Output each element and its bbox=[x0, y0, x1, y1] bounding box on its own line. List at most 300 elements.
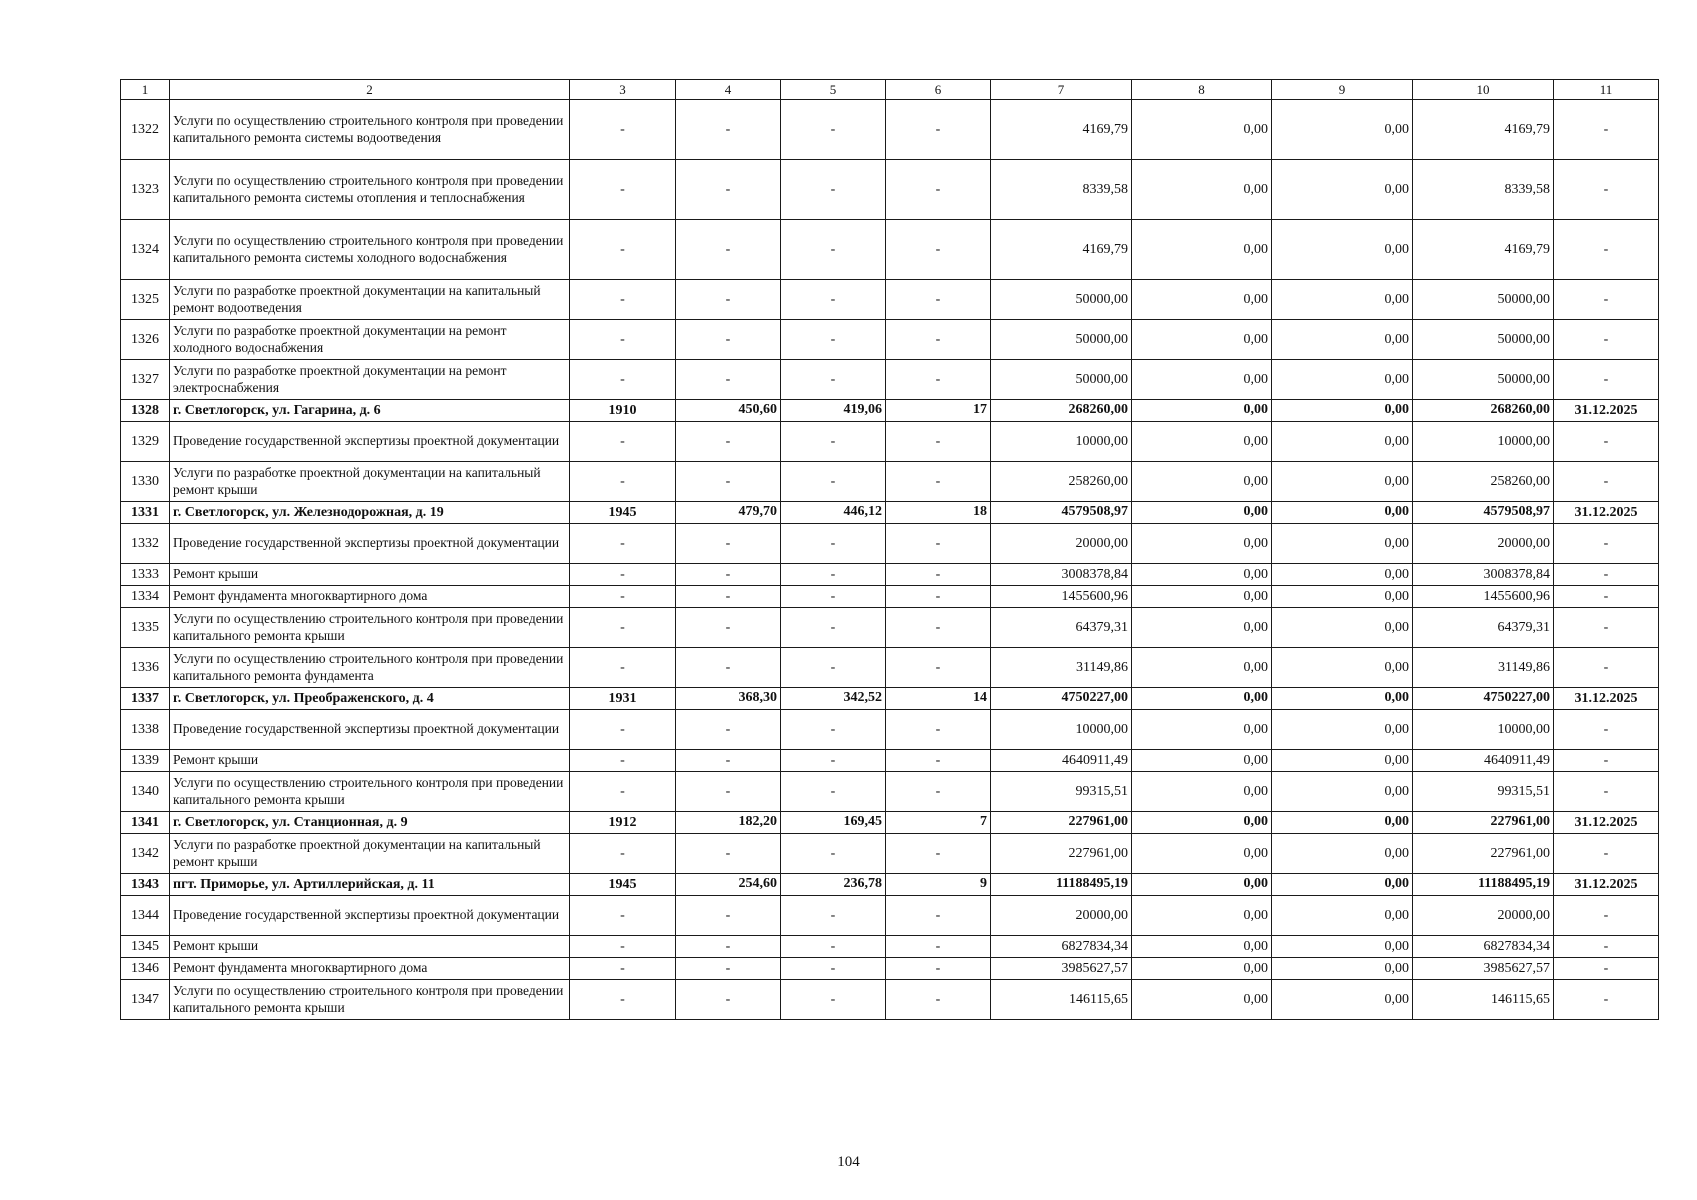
deadline-cell: - bbox=[1554, 958, 1659, 980]
fund-cell: 0,00 bbox=[1132, 874, 1272, 896]
residents-cell: - bbox=[886, 564, 991, 586]
owners-funds-cell: 4579508,97 bbox=[1413, 502, 1554, 524]
address-row bbox=[121, 502, 1659, 524]
fund-cell: 0,00 bbox=[1132, 608, 1272, 648]
year-cell: 1945 bbox=[570, 874, 676, 896]
budget-cell: 0,00 bbox=[1272, 100, 1413, 160]
description-cell: Услуги по осуществлению строительного контроля при проведении капитального ремонта фундамента bbox=[170, 648, 570, 688]
table-row bbox=[121, 524, 1659, 564]
living-area-cell: - bbox=[781, 896, 886, 936]
budget-cell: 0,00 bbox=[1272, 422, 1413, 462]
residents-cell: - bbox=[886, 980, 991, 1020]
deadline-cell: - bbox=[1554, 100, 1659, 160]
budget-cell: 0,00 bbox=[1272, 750, 1413, 772]
owners-funds-cell: 50000,00 bbox=[1413, 360, 1554, 400]
fund-cell: 0,00 bbox=[1132, 400, 1272, 422]
year-cell: - bbox=[570, 100, 676, 160]
total-cost-cell: 146115,65 bbox=[991, 980, 1132, 1020]
total-cost-cell: 4750227,00 bbox=[991, 688, 1132, 710]
description-cell: пгт. Приморье, ул. Артиллерийская, д. 11 bbox=[170, 874, 570, 896]
living-area-cell: - bbox=[781, 980, 886, 1020]
living-area-cell: 236,78 bbox=[781, 874, 886, 896]
table-row bbox=[121, 220, 1659, 280]
residents-cell: 9 bbox=[886, 874, 991, 896]
header-cell: 6 bbox=[886, 80, 991, 100]
year-cell: - bbox=[570, 220, 676, 280]
area-cell: - bbox=[676, 422, 781, 462]
description-cell: г. Светлогорск, ул. Станционная, д. 9 bbox=[170, 812, 570, 834]
residents-cell: - bbox=[886, 936, 991, 958]
budget-cell: 0,00 bbox=[1272, 936, 1413, 958]
fund-cell: 0,00 bbox=[1132, 422, 1272, 462]
total-cost-cell: 10000,00 bbox=[991, 710, 1132, 750]
description-cell: Услуги по разработке проектной документации на ремонт холодного водоснабжения bbox=[170, 320, 570, 360]
area-cell: 254,60 bbox=[676, 874, 781, 896]
address-row bbox=[121, 874, 1659, 896]
residents-cell: - bbox=[886, 710, 991, 750]
budget-cell: 0,00 bbox=[1272, 608, 1413, 648]
year-cell: - bbox=[570, 896, 676, 936]
residents-cell: 7 bbox=[886, 812, 991, 834]
living-area-cell: - bbox=[781, 422, 886, 462]
row-number-cell: 1339 bbox=[121, 750, 170, 772]
deadline-cell: - bbox=[1554, 360, 1659, 400]
living-area-cell: - bbox=[781, 360, 886, 400]
total-cost-cell: 4169,79 bbox=[991, 100, 1132, 160]
table-row bbox=[121, 648, 1659, 688]
year-cell: - bbox=[570, 648, 676, 688]
budget-cell: 0,00 bbox=[1272, 980, 1413, 1020]
row-number-cell: 1341 bbox=[121, 812, 170, 834]
area-cell: - bbox=[676, 958, 781, 980]
living-area-cell: - bbox=[781, 280, 886, 320]
table-row bbox=[121, 422, 1659, 462]
living-area-cell: - bbox=[781, 958, 886, 980]
residents-cell: 17 bbox=[886, 400, 991, 422]
description-cell: Ремонт крыши bbox=[170, 936, 570, 958]
table-row bbox=[121, 100, 1659, 160]
page-number: 104 bbox=[837, 1154, 860, 1170]
owners-funds-cell: 4640911,49 bbox=[1413, 750, 1554, 772]
total-cost-cell: 50000,00 bbox=[991, 280, 1132, 320]
living-area-cell: 419,06 bbox=[781, 400, 886, 422]
total-cost-cell: 99315,51 bbox=[991, 772, 1132, 812]
description-cell: Услуги по разработке проектной документации на капитальный ремонт крыши bbox=[170, 462, 570, 502]
year-cell: - bbox=[570, 958, 676, 980]
living-area-cell: 169,45 bbox=[781, 812, 886, 834]
budget-cell: 0,00 bbox=[1272, 834, 1413, 874]
area-cell: - bbox=[676, 648, 781, 688]
residents-cell: - bbox=[886, 360, 991, 400]
fund-cell: 0,00 bbox=[1132, 688, 1272, 710]
fund-cell: 0,00 bbox=[1132, 958, 1272, 980]
area-cell: - bbox=[676, 320, 781, 360]
total-cost-cell: 4579508,97 bbox=[991, 502, 1132, 524]
description-cell: Услуги по осуществлению строительного контроля при проведении капитального ремонта крыши bbox=[170, 980, 570, 1020]
living-area-cell: 446,12 bbox=[781, 502, 886, 524]
deadline-cell: 31.12.2025 bbox=[1554, 502, 1659, 524]
fund-cell: 0,00 bbox=[1132, 896, 1272, 936]
row-number-cell: 1347 bbox=[121, 980, 170, 1020]
total-cost-cell: 268260,00 bbox=[991, 400, 1132, 422]
description-cell: Услуги по осуществлению строительного контроля при проведении капитального ремонта крыши bbox=[170, 608, 570, 648]
total-cost-cell: 64379,31 bbox=[991, 608, 1132, 648]
budget-cell: 0,00 bbox=[1272, 688, 1413, 710]
total-cost-cell: 227961,00 bbox=[991, 834, 1132, 874]
owners-funds-cell: 258260,00 bbox=[1413, 462, 1554, 502]
description-cell: Ремонт фундамента многоквартирного дома bbox=[170, 586, 570, 608]
living-area-cell: - bbox=[781, 220, 886, 280]
residents-cell: - bbox=[886, 608, 991, 648]
row-number-cell: 1340 bbox=[121, 772, 170, 812]
year-cell: - bbox=[570, 160, 676, 220]
row-number-cell: 1345 bbox=[121, 936, 170, 958]
fund-cell: 0,00 bbox=[1132, 980, 1272, 1020]
deadline-cell: - bbox=[1554, 936, 1659, 958]
deadline-cell: - bbox=[1554, 980, 1659, 1020]
living-area-cell: - bbox=[781, 936, 886, 958]
row-number-cell: 1338 bbox=[121, 710, 170, 750]
owners-funds-cell: 6827834,34 bbox=[1413, 936, 1554, 958]
description-cell: г. Светлогорск, ул. Гагарина, д. 6 bbox=[170, 400, 570, 422]
year-cell: - bbox=[570, 360, 676, 400]
address-row bbox=[121, 812, 1659, 834]
budget-cell: 0,00 bbox=[1272, 320, 1413, 360]
table-row bbox=[121, 320, 1659, 360]
deadline-cell: - bbox=[1554, 750, 1659, 772]
row-number-cell: 1322 bbox=[121, 100, 170, 160]
year-cell: 1945 bbox=[570, 502, 676, 524]
year-cell: 1931 bbox=[570, 688, 676, 710]
total-cost-cell: 4169,79 bbox=[991, 220, 1132, 280]
residents-cell: - bbox=[886, 524, 991, 564]
description-cell: Услуги по осуществлению строительного контроля при проведении капитального ремонта крыши bbox=[170, 772, 570, 812]
budget-cell: 0,00 bbox=[1272, 502, 1413, 524]
deadline-cell: - bbox=[1554, 772, 1659, 812]
total-cost-cell: 6827834,34 bbox=[991, 936, 1132, 958]
area-cell: - bbox=[676, 220, 781, 280]
residents-cell: - bbox=[886, 220, 991, 280]
description-cell: Услуги по осуществлению строительного контроля при проведении капитального ремонта системы холодного водоснабжения bbox=[170, 220, 570, 280]
row-number-cell: 1323 bbox=[121, 160, 170, 220]
register-sheet bbox=[120, 79, 1659, 1020]
residents-cell: - bbox=[886, 320, 991, 360]
deadline-cell: 31.12.2025 bbox=[1554, 400, 1659, 422]
residents-cell: - bbox=[886, 462, 991, 502]
owners-funds-cell: 227961,00 bbox=[1413, 834, 1554, 874]
header-cell: 9 bbox=[1272, 80, 1413, 100]
description-cell: Ремонт крыши bbox=[170, 564, 570, 586]
description-cell: Проведение государственной экспертизы проектной документации bbox=[170, 710, 570, 750]
description-cell: Услуги по осуществлению строительного контроля при проведении капитального ремонта системы водоотведения bbox=[170, 100, 570, 160]
year-cell: - bbox=[570, 750, 676, 772]
header-cell: 3 bbox=[570, 80, 676, 100]
fund-cell: 0,00 bbox=[1132, 564, 1272, 586]
row-number-cell: 1331 bbox=[121, 502, 170, 524]
living-area-cell: 342,52 bbox=[781, 688, 886, 710]
owners-funds-cell: 20000,00 bbox=[1413, 524, 1554, 564]
owners-funds-cell: 99315,51 bbox=[1413, 772, 1554, 812]
row-number-cell: 1344 bbox=[121, 896, 170, 936]
budget-cell: 0,00 bbox=[1272, 874, 1413, 896]
row-number-cell: 1335 bbox=[121, 608, 170, 648]
residents-cell: - bbox=[886, 422, 991, 462]
fund-cell: 0,00 bbox=[1132, 280, 1272, 320]
fund-cell: 0,00 bbox=[1132, 320, 1272, 360]
fund-cell: 0,00 bbox=[1132, 834, 1272, 874]
owners-funds-cell: 3985627,57 bbox=[1413, 958, 1554, 980]
fund-cell: 0,00 bbox=[1132, 502, 1272, 524]
table-row bbox=[121, 834, 1659, 874]
living-area-cell: - bbox=[781, 160, 886, 220]
description-cell: Ремонт фундамента многоквартирного дома bbox=[170, 958, 570, 980]
residents-cell: - bbox=[886, 160, 991, 220]
owners-funds-cell: 4169,79 bbox=[1413, 100, 1554, 160]
table-row bbox=[121, 462, 1659, 502]
year-cell: - bbox=[570, 834, 676, 874]
deadline-cell: - bbox=[1554, 564, 1659, 586]
row-number-cell: 1342 bbox=[121, 834, 170, 874]
residents-cell: - bbox=[886, 772, 991, 812]
area-cell: - bbox=[676, 772, 781, 812]
living-area-cell: - bbox=[781, 648, 886, 688]
owners-funds-cell: 10000,00 bbox=[1413, 710, 1554, 750]
description-cell: г. Светлогорск, ул. Железнодорожная, д. 19 bbox=[170, 502, 570, 524]
fund-cell: 0,00 bbox=[1132, 220, 1272, 280]
header-cell: 11 bbox=[1554, 80, 1659, 100]
fund-cell: 0,00 bbox=[1132, 100, 1272, 160]
living-area-cell: - bbox=[781, 586, 886, 608]
header-cell: 10 bbox=[1413, 80, 1554, 100]
description-cell: Услуги по разработке проектной документации на капитальный ремонт крыши bbox=[170, 834, 570, 874]
row-number-cell: 1337 bbox=[121, 688, 170, 710]
fund-cell: 0,00 bbox=[1132, 936, 1272, 958]
residents-cell: - bbox=[886, 834, 991, 874]
living-area-cell: - bbox=[781, 462, 886, 502]
owners-funds-cell: 50000,00 bbox=[1413, 280, 1554, 320]
deadline-cell: - bbox=[1554, 320, 1659, 360]
owners-funds-cell: 146115,65 bbox=[1413, 980, 1554, 1020]
table-row bbox=[121, 360, 1659, 400]
header-cell: 2 bbox=[170, 80, 570, 100]
row-number-cell: 1328 bbox=[121, 400, 170, 422]
header-cell: 5 bbox=[781, 80, 886, 100]
fund-cell: 0,00 bbox=[1132, 462, 1272, 502]
owners-funds-cell: 1455600,96 bbox=[1413, 586, 1554, 608]
year-cell: - bbox=[570, 462, 676, 502]
budget-cell: 0,00 bbox=[1272, 772, 1413, 812]
row-number-cell: 1325 bbox=[121, 280, 170, 320]
year-cell: - bbox=[570, 320, 676, 360]
deadline-cell: - bbox=[1554, 834, 1659, 874]
table-row bbox=[121, 280, 1659, 320]
header-cell: 1 bbox=[121, 80, 170, 100]
header-cell: 4 bbox=[676, 80, 781, 100]
fund-cell: 0,00 bbox=[1132, 586, 1272, 608]
budget-cell: 0,00 bbox=[1272, 710, 1413, 750]
area-cell: - bbox=[676, 750, 781, 772]
description-cell: Услуги по осуществлению строительного контроля при проведении капитального ремонта системы отопления и теплоснабжения bbox=[170, 160, 570, 220]
deadline-cell: - bbox=[1554, 608, 1659, 648]
table-row bbox=[121, 750, 1659, 772]
row-number-cell: 1336 bbox=[121, 648, 170, 688]
row-number-cell: 1327 bbox=[121, 360, 170, 400]
year-cell: - bbox=[570, 524, 676, 564]
deadline-cell: - bbox=[1554, 280, 1659, 320]
description-cell: Услуги по разработке проектной документации на ремонт электроснабжения bbox=[170, 360, 570, 400]
area-cell: - bbox=[676, 100, 781, 160]
owners-funds-cell: 10000,00 bbox=[1413, 422, 1554, 462]
deadline-cell: 31.12.2025 bbox=[1554, 812, 1659, 834]
fund-cell: 0,00 bbox=[1132, 648, 1272, 688]
area-cell: - bbox=[676, 524, 781, 564]
budget-cell: 0,00 bbox=[1272, 812, 1413, 834]
living-area-cell: - bbox=[781, 524, 886, 564]
header-cell: 7 bbox=[991, 80, 1132, 100]
year-cell: - bbox=[570, 710, 676, 750]
year-cell: - bbox=[570, 564, 676, 586]
living-area-cell: - bbox=[781, 772, 886, 812]
table-row bbox=[121, 958, 1659, 980]
row-number-cell: 1334 bbox=[121, 586, 170, 608]
area-cell: - bbox=[676, 896, 781, 936]
area-cell: 182,20 bbox=[676, 812, 781, 834]
header-cell: 8 bbox=[1132, 80, 1272, 100]
fund-cell: 0,00 bbox=[1132, 524, 1272, 564]
fund-cell: 0,00 bbox=[1132, 772, 1272, 812]
year-cell: 1912 bbox=[570, 812, 676, 834]
living-area-cell: - bbox=[781, 100, 886, 160]
area-cell: - bbox=[676, 564, 781, 586]
table-row bbox=[121, 160, 1659, 220]
owners-funds-cell: 20000,00 bbox=[1413, 896, 1554, 936]
deadline-cell: - bbox=[1554, 422, 1659, 462]
table-row bbox=[121, 772, 1659, 812]
table-row bbox=[121, 710, 1659, 750]
deadline-cell: 31.12.2025 bbox=[1554, 688, 1659, 710]
living-area-cell: - bbox=[781, 608, 886, 648]
budget-cell: 0,00 bbox=[1272, 360, 1413, 400]
deadline-cell: 31.12.2025 bbox=[1554, 874, 1659, 896]
row-number-cell: 1329 bbox=[121, 422, 170, 462]
budget-cell: 0,00 bbox=[1272, 586, 1413, 608]
residents-cell: - bbox=[886, 280, 991, 320]
area-cell: 450,60 bbox=[676, 400, 781, 422]
owners-funds-cell: 268260,00 bbox=[1413, 400, 1554, 422]
budget-cell: 0,00 bbox=[1272, 524, 1413, 564]
table-row bbox=[121, 936, 1659, 958]
residents-cell: - bbox=[886, 750, 991, 772]
total-cost-cell: 31149,86 bbox=[991, 648, 1132, 688]
row-number-cell: 1346 bbox=[121, 958, 170, 980]
table-body bbox=[121, 100, 1659, 1020]
column-number-header-row bbox=[121, 80, 1659, 100]
total-cost-cell: 4640911,49 bbox=[991, 750, 1132, 772]
total-cost-cell: 1455600,96 bbox=[991, 586, 1132, 608]
year-cell: - bbox=[570, 936, 676, 958]
fund-cell: 0,00 bbox=[1132, 710, 1272, 750]
description-cell: Услуги по разработке проектной документации на капитальный ремонт водоотведения bbox=[170, 280, 570, 320]
table-row bbox=[121, 896, 1659, 936]
residents-cell: - bbox=[886, 896, 991, 936]
area-cell: 479,70 bbox=[676, 502, 781, 524]
budget-cell: 0,00 bbox=[1272, 958, 1413, 980]
year-cell: - bbox=[570, 772, 676, 812]
deadline-cell: - bbox=[1554, 160, 1659, 220]
living-area-cell: - bbox=[781, 320, 886, 360]
owners-funds-cell: 227961,00 bbox=[1413, 812, 1554, 834]
budget-cell: 0,00 bbox=[1272, 462, 1413, 502]
residents-cell: - bbox=[886, 100, 991, 160]
row-number-cell: 1330 bbox=[121, 462, 170, 502]
budget-cell: 0,00 bbox=[1272, 280, 1413, 320]
owners-funds-cell: 64379,31 bbox=[1413, 608, 1554, 648]
deadline-cell: - bbox=[1554, 648, 1659, 688]
fund-cell: 0,00 bbox=[1132, 160, 1272, 220]
area-cell: - bbox=[676, 980, 781, 1020]
year-cell: - bbox=[570, 280, 676, 320]
year-cell: 1910 bbox=[570, 400, 676, 422]
year-cell: - bbox=[570, 586, 676, 608]
residents-cell: - bbox=[886, 958, 991, 980]
year-cell: - bbox=[570, 608, 676, 648]
budget-cell: 0,00 bbox=[1272, 896, 1413, 936]
living-area-cell: - bbox=[781, 834, 886, 874]
residents-cell: - bbox=[886, 648, 991, 688]
total-cost-cell: 20000,00 bbox=[991, 896, 1132, 936]
row-number-cell: 1324 bbox=[121, 220, 170, 280]
year-cell: - bbox=[570, 422, 676, 462]
budget-cell: 0,00 bbox=[1272, 220, 1413, 280]
fund-cell: 0,00 bbox=[1132, 812, 1272, 834]
area-cell: - bbox=[676, 608, 781, 648]
budget-cell: 0,00 bbox=[1272, 564, 1413, 586]
table-row bbox=[121, 980, 1659, 1020]
total-cost-cell: 50000,00 bbox=[991, 320, 1132, 360]
total-cost-cell: 3985627,57 bbox=[991, 958, 1132, 980]
description-cell: Проведение государственной экспертизы проектной документации bbox=[170, 896, 570, 936]
total-cost-cell: 20000,00 bbox=[991, 524, 1132, 564]
fund-cell: 0,00 bbox=[1132, 360, 1272, 400]
budget-cell: 0,00 bbox=[1272, 648, 1413, 688]
owners-funds-cell: 8339,58 bbox=[1413, 160, 1554, 220]
area-cell: 368,30 bbox=[676, 688, 781, 710]
total-cost-cell: 227961,00 bbox=[991, 812, 1132, 834]
description-cell: Проведение государственной экспертизы проектной документации bbox=[170, 422, 570, 462]
area-cell: - bbox=[676, 360, 781, 400]
area-cell: - bbox=[676, 834, 781, 874]
description-cell: Ремонт крыши bbox=[170, 750, 570, 772]
living-area-cell: - bbox=[781, 750, 886, 772]
deadline-cell: - bbox=[1554, 896, 1659, 936]
deadline-cell: - bbox=[1554, 710, 1659, 750]
deadline-cell: - bbox=[1554, 524, 1659, 564]
total-cost-cell: 258260,00 bbox=[991, 462, 1132, 502]
owners-funds-cell: 4750227,00 bbox=[1413, 688, 1554, 710]
residents-cell: 14 bbox=[886, 688, 991, 710]
budget-cell: 0,00 bbox=[1272, 160, 1413, 220]
area-cell: - bbox=[676, 462, 781, 502]
fund-cell: 0,00 bbox=[1132, 750, 1272, 772]
area-cell: - bbox=[676, 280, 781, 320]
year-cell: - bbox=[570, 980, 676, 1020]
table-row bbox=[121, 586, 1659, 608]
total-cost-cell: 50000,00 bbox=[991, 360, 1132, 400]
area-cell: - bbox=[676, 160, 781, 220]
residents-cell: 18 bbox=[886, 502, 991, 524]
deadline-cell: - bbox=[1554, 586, 1659, 608]
row-number-cell: 1326 bbox=[121, 320, 170, 360]
